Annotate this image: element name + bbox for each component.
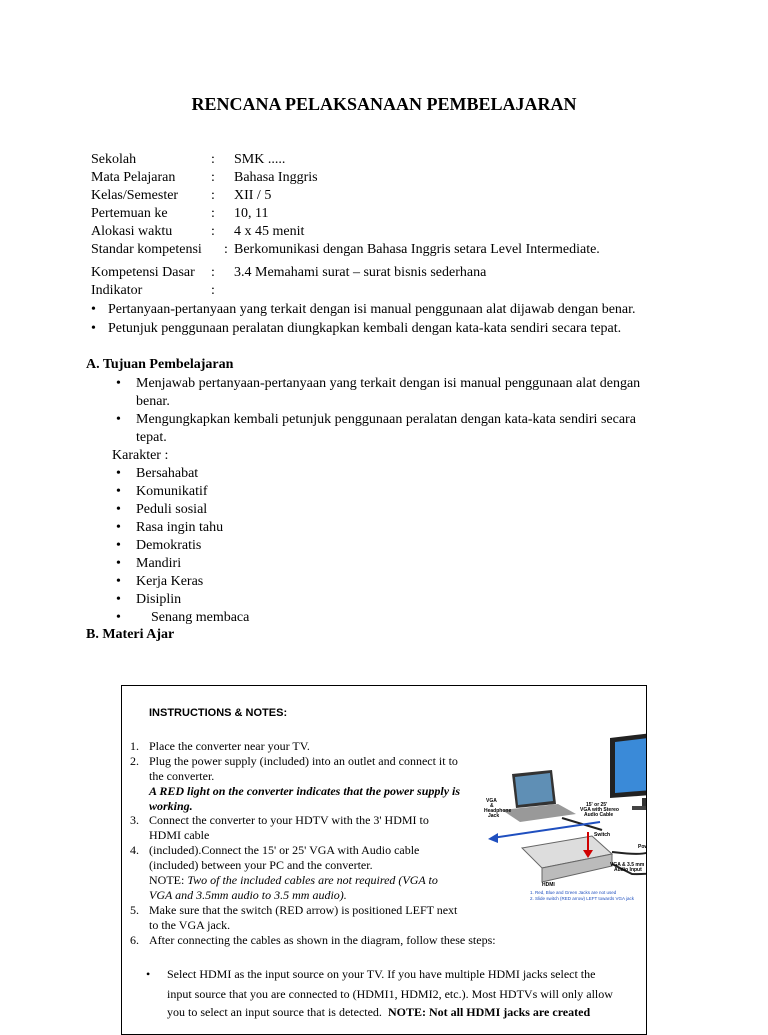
- bullet: •: [116, 412, 121, 427]
- bullet: •: [116, 556, 121, 571]
- karakter-item: Komunikatif: [136, 484, 208, 499]
- label-vga-input: VGA & 3.5 mm: [610, 862, 645, 868]
- bullet: •: [116, 610, 121, 625]
- step-number: 6.: [130, 933, 139, 947]
- karakter-item: Senang membaca: [151, 610, 250, 625]
- label-vga-jack: VGA: [486, 798, 497, 804]
- step-text: Connect the converter to your HDTV with the 3' HDMI to: [149, 813, 429, 827]
- label-sekolah: Sekolah: [91, 152, 137, 167]
- substep-text-part: you to select an input source that is detected.: [167, 1005, 382, 1019]
- bullet: •: [91, 302, 96, 317]
- bullet: •: [116, 466, 121, 481]
- bullet: •: [146, 967, 151, 981]
- step-text: to the VGA jack.: [149, 918, 231, 932]
- bullet: •: [91, 321, 96, 336]
- step-text: (included).Connect the 15' or 25' VGA with Audio cable: [149, 843, 420, 857]
- colon: :: [211, 283, 215, 298]
- karakter-label: Karakter :: [112, 448, 169, 463]
- value-kelas-semester: XII / 5: [234, 188, 272, 203]
- karakter-item: Bersahabat: [136, 466, 199, 481]
- note-text: Two of the included cables are not required (VGA to: [184, 873, 438, 887]
- goal-item: Mengungkapkan kembali petunjuk penggunaan peralatan dengan kata-kata sendiri secara: [136, 412, 636, 427]
- indikator-item: Pertanyaan-pertanyaan yang terkait dengan isi manual penggunaan alat dijawab dengan benar.: [108, 302, 636, 317]
- karakter-item: Rasa ingin tahu: [136, 520, 224, 535]
- blue-arrow-head: [488, 833, 498, 843]
- step-note: [149, 873, 438, 888]
- instructions-heading: INSTRUCTIONS & NOTES:: [149, 707, 288, 719]
- step-text: (included) between your PC and the converter.: [149, 858, 373, 872]
- label-cable2: VGA with Stereo: [580, 807, 619, 813]
- label-vga-jack2: &: [490, 803, 494, 809]
- label-vga-jack4: Jack: [488, 813, 500, 819]
- step-text: Plug the power supply (included) into an outlet and connect it to: [149, 754, 458, 768]
- karakter-item: Disiplin: [136, 592, 182, 607]
- value-sekolah: SMK .....: [234, 152, 286, 167]
- label-alokasi-waktu: Alokasi waktu: [91, 224, 173, 239]
- diagram-note-1: 1. Red, Blue and Green Jacks are not used: [530, 890, 617, 895]
- colon: :: [224, 242, 228, 257]
- bullet: •: [116, 520, 121, 535]
- step-text: After connecting the cables as shown in the diagram, follow these steps:: [149, 933, 496, 947]
- label-indikator: Indikator: [91, 283, 143, 298]
- bullet: •: [116, 592, 121, 607]
- colon: :: [211, 152, 215, 167]
- colon: :: [211, 206, 215, 221]
- step-note: A RED light on the converter indicates that the power supply is: [149, 784, 461, 798]
- goal-item: Menjawab pertanyaan-pertanyaan yang terkait dengan isi manual penggunaan alat dengan: [136, 376, 641, 391]
- karakter-item: Peduli sosial: [136, 502, 208, 517]
- colon: :: [211, 170, 215, 185]
- bullet: •: [116, 574, 121, 589]
- note-label: NOTE:: [149, 873, 185, 887]
- substep-note: NOTE: Not all HDMI jacks are created: [387, 1005, 591, 1019]
- substep-text: [167, 1005, 590, 1020]
- instructions-box: [121, 685, 709, 1035]
- value-mata-pelajaran: Bahasa Inggris: [234, 170, 318, 185]
- step-text: Place the converter near your TV.: [149, 739, 310, 753]
- step-number: 4.: [130, 843, 139, 857]
- label-kelas-semester: Kelas/Semester: [91, 188, 179, 203]
- step-text: Make sure that the switch (RED arrow) is positioned LEFT next: [149, 903, 458, 917]
- label-switch: Switch: [594, 832, 611, 838]
- label-pertemuan: Pertemuan ke: [91, 206, 168, 221]
- goal-item-cont: tepat.: [136, 430, 167, 445]
- label-vga-input2: Audio Input: [614, 867, 642, 873]
- label-vga-jack3: Headphone: [484, 808, 512, 814]
- step-number: 3.: [130, 813, 139, 827]
- indikator-item: Petunjuk penggunaan peralatan diungkapkan kembali dengan kata-kata sendiri secara tepat.: [108, 321, 622, 336]
- value-pertemuan: 10, 11: [234, 206, 269, 221]
- blue-arrow: [492, 822, 600, 838]
- label-cable: 15' or 25': [586, 802, 608, 808]
- tv-illustration: [610, 728, 647, 810]
- value-alokasi-waktu: 4 x 45 menit: [234, 224, 305, 239]
- step-number: 1.: [130, 739, 139, 753]
- section-a-heading: A. Tujuan Pembelajaran: [86, 357, 234, 372]
- label-cable3: Audio Cable: [584, 812, 614, 818]
- value-standar-kompetensi: Berkomunikasi dengan Bahasa Inggris setara Level Intermediate.: [234, 242, 600, 257]
- step-text: the converter.: [149, 769, 215, 783]
- step-note: working.: [149, 799, 193, 813]
- laptop-illustration: [502, 770, 576, 822]
- bullet: •: [116, 538, 121, 553]
- converter-illustration: [522, 836, 612, 882]
- colon: :: [211, 265, 215, 280]
- step-note: VGA and 3.5mm audio to 3.5 mm audio).: [149, 888, 347, 902]
- section-b-heading: B. Materi Ajar: [86, 627, 175, 642]
- colon: :: [211, 188, 215, 203]
- bullet: •: [116, 484, 121, 499]
- bullet: •: [116, 376, 121, 391]
- step-text: HDMI cable: [149, 828, 210, 842]
- karakter-item: Kerja Keras: [136, 574, 204, 589]
- goal-item-cont: benar.: [136, 394, 170, 409]
- label-mata-pelajaran: Mata Pelajaran: [91, 170, 176, 185]
- colon: :: [211, 224, 215, 239]
- step-number: 2.: [130, 754, 139, 768]
- label-standar-kompetensi: Standar kompetensi: [91, 242, 202, 257]
- substep-text: input source that you are connected to (HDMI1, HDMI2, etc.). Most HDTVs will only allow: [167, 987, 613, 1001]
- page-title: RENCANA PELAKSANAAN PEMBELAJARAN: [191, 94, 577, 114]
- karakter-item: Mandiri: [136, 556, 182, 571]
- karakter-item: Demokratis: [136, 538, 202, 553]
- step-number: 5.: [130, 903, 139, 917]
- label-hdmi-bottom: HDMI: [542, 882, 555, 888]
- value-kompetensi-dasar: 3.4 Memahami surat – surat bisnis sederhana: [234, 265, 487, 280]
- connection-diagram: VGA & Headphone Jack 15' or 25' VGA with Stereo Audio Cable HDMI Switch Power VGA & 3.5 mm Audio Input HDMI 1. Red, Blue and Green Jacks are not used 2. Slide switch (RED arrow) LEFT towards VGA jack: [482, 726, 647, 904]
- substep-text: Select HDMI as the input source on your TV. If you have multiple HDMI jacks select the: [167, 967, 596, 981]
- bullet: •: [116, 502, 121, 517]
- label-power: Power: [638, 844, 654, 850]
- diagram-note-2: 2. Slide switch (RED arrow) LEFT towards VGA jack: [530, 896, 634, 901]
- label-kompetensi-dasar: Kompetensi Dasar: [91, 265, 195, 280]
